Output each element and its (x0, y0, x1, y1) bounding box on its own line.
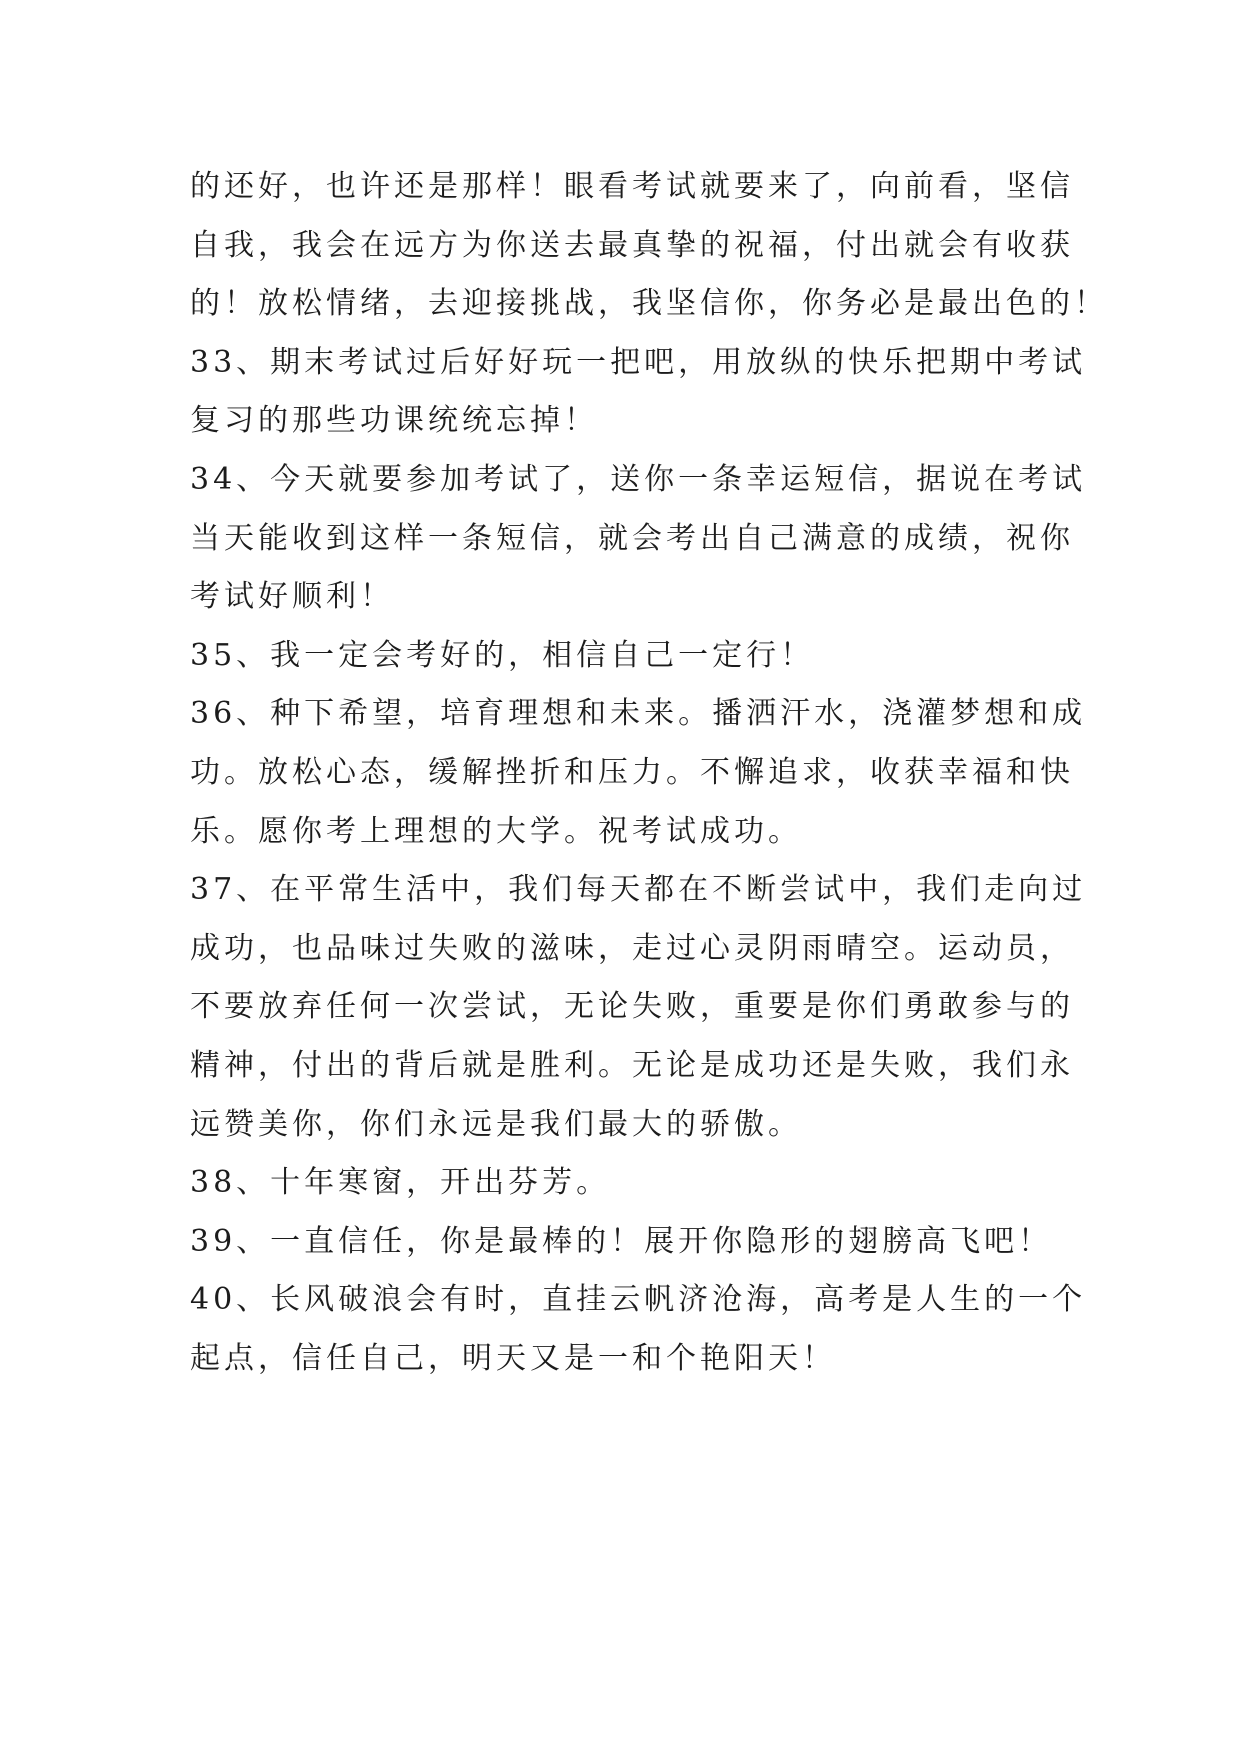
text-line: 不要放弃任何一次尝试，无论失败，重要是你们勇敢参与的 (190, 989, 1074, 1025)
text-line: 精神，付出的背后就是胜利。无论是成功还是失败，我们永 (190, 1047, 1074, 1083)
document-body (190, 158, 1108, 1388)
text-line: 远赞美你，你们永远是我们最大的骄傲。 (190, 1106, 802, 1142)
text-line: 乐。愿你考上理想的大学。祝考试成功。 (190, 813, 802, 849)
text-line: 34、今天就要参加考试了，送你一条幸运短信，据说在考试 (190, 461, 1087, 497)
text-line: 的还好，也许还是那样！眼看考试就要来了，向前看，坚信 (190, 169, 1074, 204)
text-line: 40、长风破浪会有时，直挂云帆济沧海，高考是人生的一个 (190, 1282, 1087, 1318)
text-line: 39、一直信任，你是最棒的！展开你隐形的翅膀高飞吧！ (190, 1223, 1053, 1259)
text-line: 起点，信任自己，明天又是一和个艳阳天！ (190, 1340, 836, 1376)
text-line: 38、十年寒窗，开出芬芳。 (190, 1165, 611, 1201)
text-line: 复习的那些功课统统忘掉！ (190, 403, 598, 439)
text-line: 37、在平常生活中，我们每天都在不断尝试中，我们走向过 (190, 872, 1087, 908)
text-line: 35、我一定会考好的，相信自己一定行！ (190, 637, 815, 673)
text-line: 成功，也品味过失败的滋味，走过心灵阴雨晴空。运动员， (190, 930, 1074, 966)
text-line: 36、种下希望，培育理想和未来。播洒汗水，浇灌梦想和成 (190, 696, 1087, 732)
text-line: 的！放松情绪，去迎接挑战，我坚信你，你务必是最出色的！ (190, 286, 1108, 322)
text-line: 33、期末考试过后好好玩一把吧，用放纵的快乐把期中考试 (190, 344, 1087, 380)
text-line: 当天能收到这样一条短信，就会考出自己满意的成绩，祝你 (190, 520, 1074, 556)
text-line: 考试好顺利！ (190, 579, 394, 615)
text-line: 功。放松心态，缓解挫折和压力。不懈追求，收获幸福和快 (190, 754, 1074, 790)
text-line: 自我，我会在远方为你送去最真挚的祝福，付出就会有收获 (190, 227, 1074, 263)
